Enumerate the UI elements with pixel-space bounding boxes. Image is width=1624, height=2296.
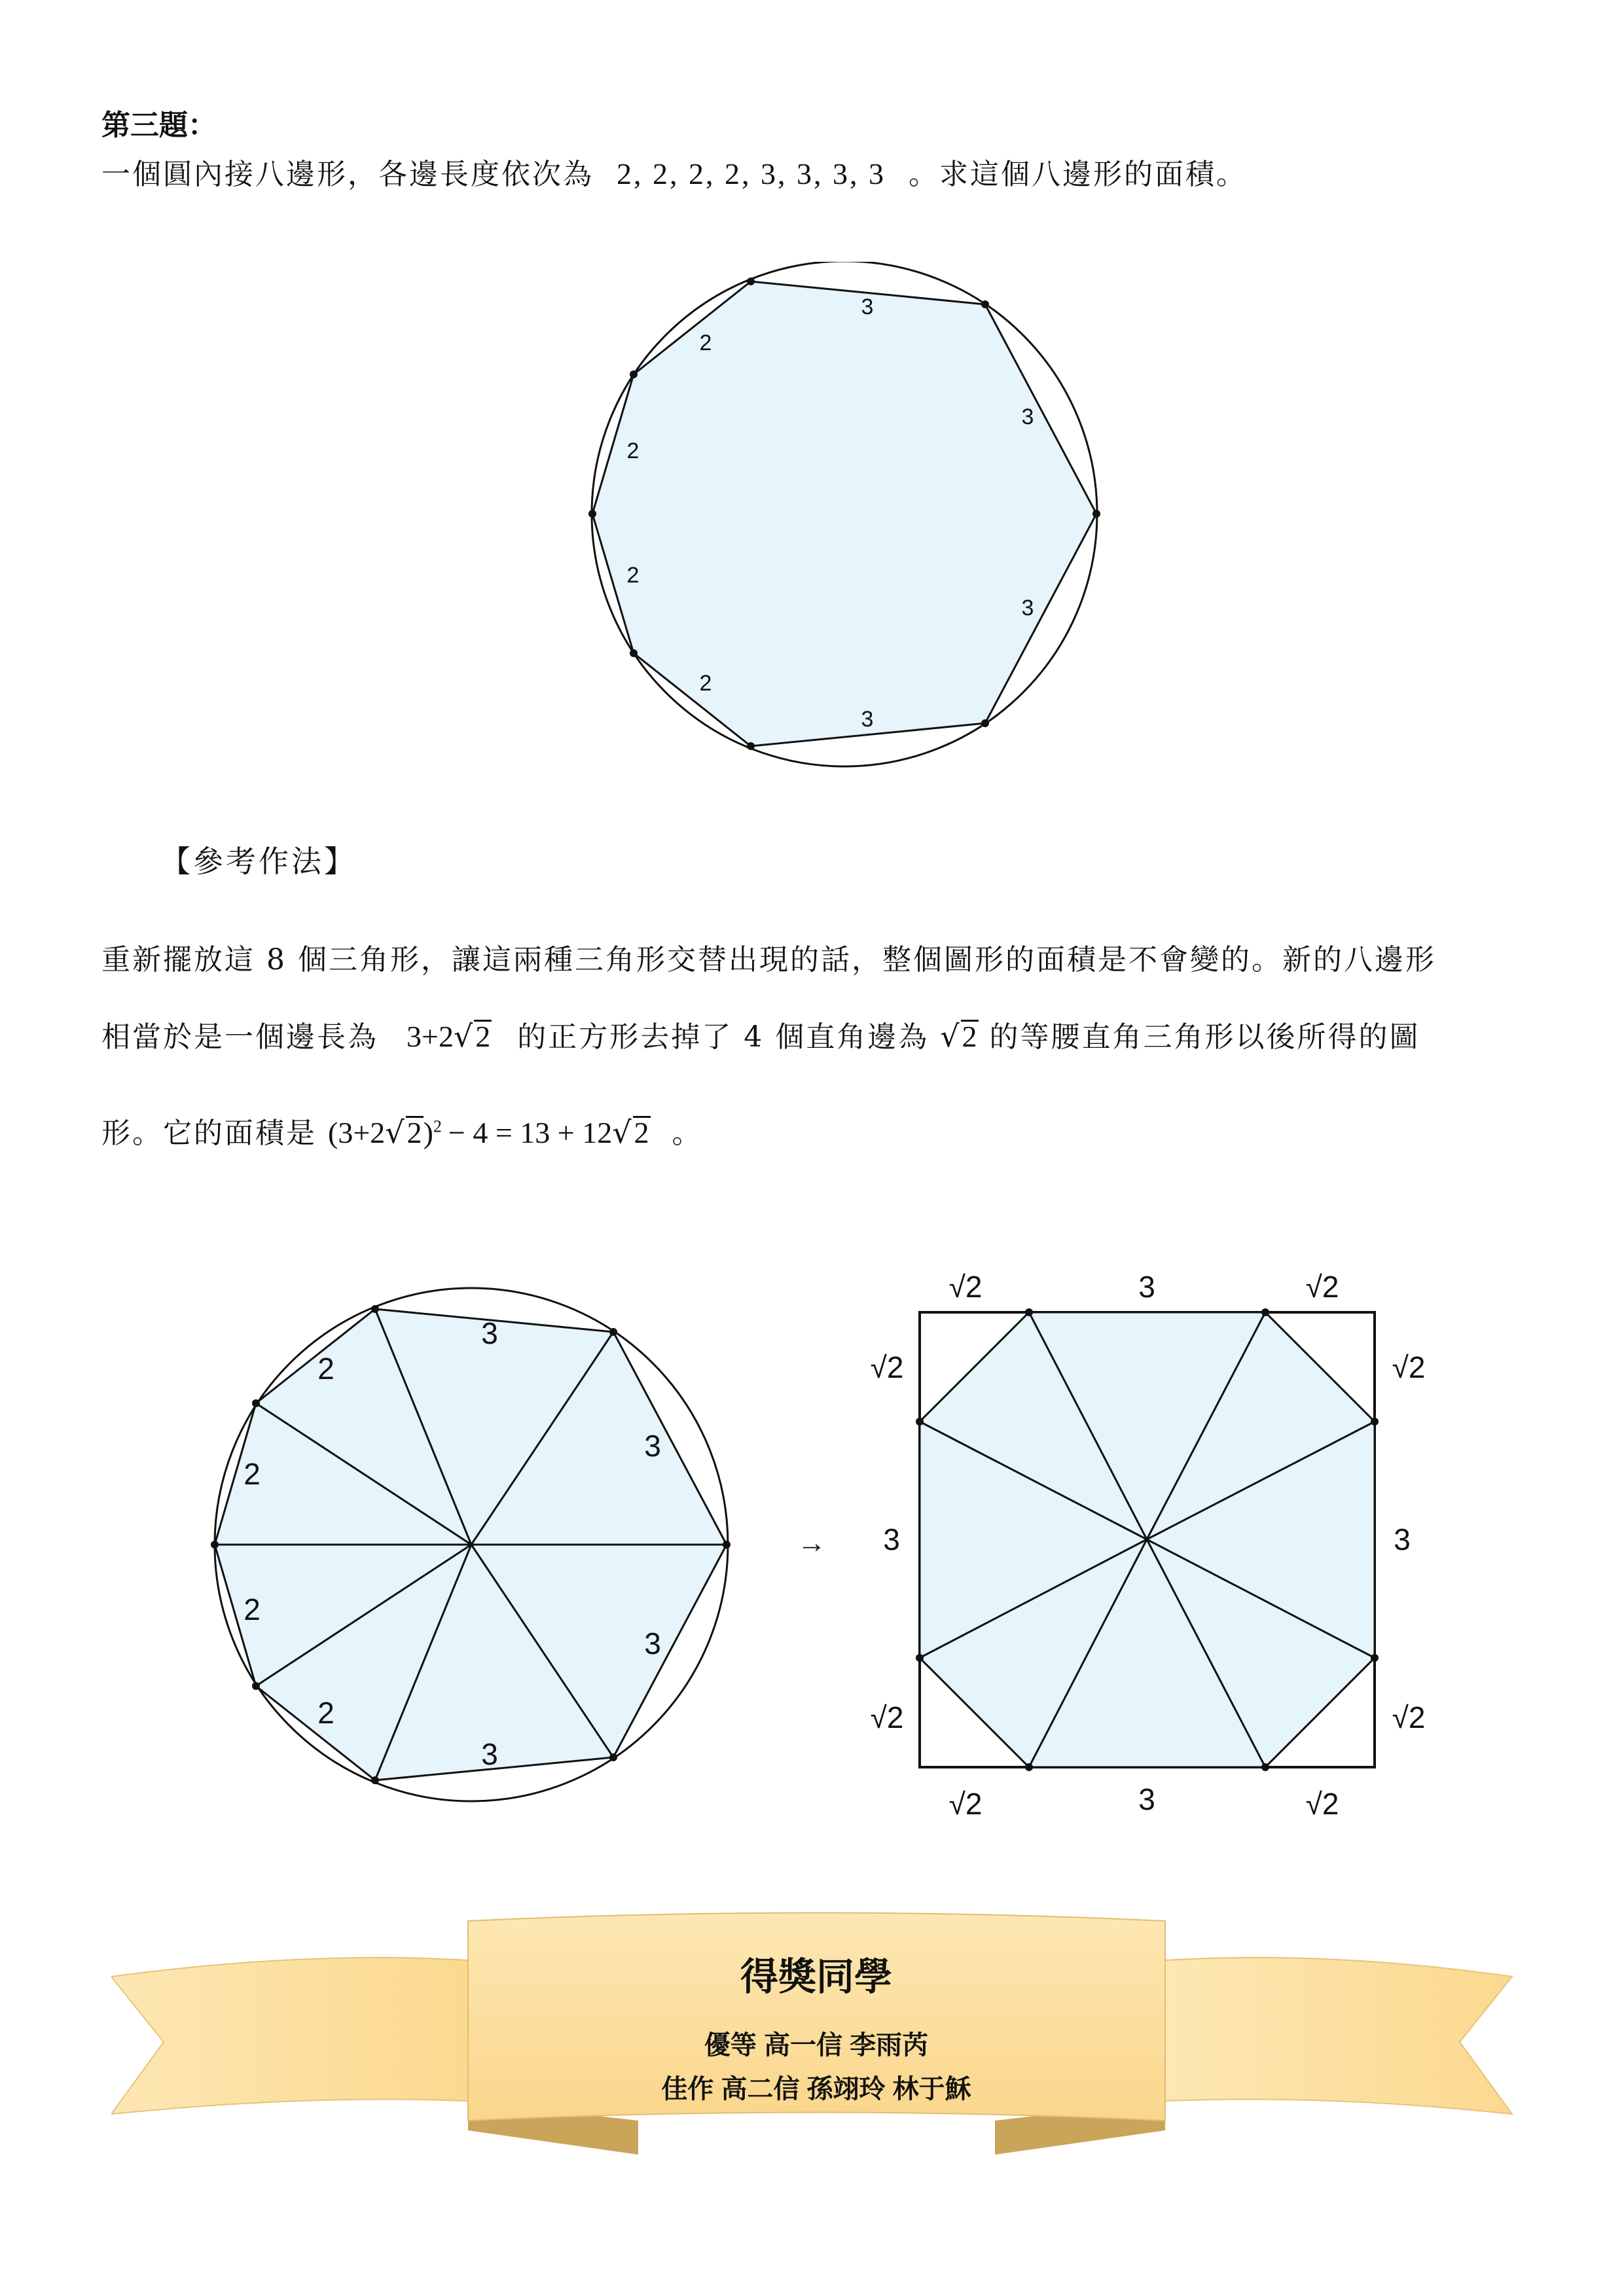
square-side-label: 3 <box>1394 1522 1411 1556</box>
vertex <box>371 1305 379 1313</box>
line2-pre: 相當於是一個邊長為 <box>101 1020 378 1054</box>
vertex <box>630 370 638 378</box>
vertex <box>211 1541 219 1549</box>
edge-label: 2 <box>626 563 640 588</box>
edge-label: 2 <box>317 1696 334 1730</box>
leg-label: √2 <box>948 1787 983 1821</box>
expr-part: − 4 = 13 + 12 <box>448 1116 613 1149</box>
vertex <box>588 510 596 518</box>
expr-part: ) <box>423 1116 433 1149</box>
edge-label: 3 <box>861 707 874 732</box>
radical-sign: √ <box>940 1018 960 1054</box>
vertex <box>723 1541 731 1549</box>
leg-label: √2 <box>1392 1350 1426 1384</box>
vertex <box>916 1654 924 1662</box>
line2-mid: 的正方形去掉了 4 個直角邊為 <box>517 1020 929 1054</box>
line3-pre: 形。它的面積是 <box>101 1117 317 1150</box>
award-first: 優等 高一信 李雨芮 <box>704 2031 929 2060</box>
edge-label: 2 <box>626 439 640 463</box>
expr-part: 3+2 <box>406 1020 454 1053</box>
vertex <box>981 719 989 727</box>
vertex <box>1025 1763 1033 1771</box>
edge-label: 3 <box>1021 404 1034 429</box>
edge-label: 3 <box>481 1316 498 1350</box>
leg-label: √2 <box>870 1700 904 1734</box>
area-expression <box>328 1116 651 1149</box>
ribbon-right-wing <box>1165 1958 1512 2114</box>
vertex <box>252 1682 260 1690</box>
vertex <box>747 742 755 750</box>
award-honorable: 佳作 高二信 孫翊玲 林于穌 <box>661 2075 971 2104</box>
vertex <box>747 278 755 285</box>
exponent: 2 <box>433 1117 442 1136</box>
vertex <box>1261 1308 1269 1316</box>
statement-post: 。求這個八邊形的面積。 <box>909 158 1247 191</box>
radicand: 2 <box>406 1116 422 1149</box>
solution-heading: 【參考作法】 <box>160 844 357 879</box>
vertex <box>1371 1654 1379 1662</box>
edge-label: 2 <box>699 671 712 696</box>
square-side-label: 3 <box>1138 1782 1155 1816</box>
square-side-label: 3 <box>1138 1270 1155 1304</box>
vertex <box>609 1328 617 1336</box>
radicand: 2 <box>962 1020 977 1053</box>
line2-post: 的等腰直角三角形以後所得的圖 <box>989 1020 1420 1054</box>
radicand: 2 <box>634 1116 649 1149</box>
edge-label: 2 <box>244 1457 261 1491</box>
side-lengths: 2, 2, 2, 2, 3, 3, 3, 3 <box>617 157 886 190</box>
solution-line-2 <box>101 1013 1420 1055</box>
solution-line-1: 重新擺放這 8 個三角形，讓這兩種三角形交替出現的話，整個圖形的面積是不會變的。新的八邊形 <box>101 943 1436 977</box>
leg-label: √2 <box>1305 1270 1339 1304</box>
arrow-icon: → <box>797 1527 826 1559</box>
vertex <box>916 1418 924 1426</box>
radical-sign: √ <box>385 1115 405 1150</box>
side-expression <box>406 1020 492 1053</box>
octagon-shape <box>592 281 1096 746</box>
radicand: 2 <box>475 1020 491 1053</box>
banner-title: 得獎同學 <box>740 1956 893 1998</box>
edge-label: 3 <box>481 1737 498 1771</box>
edge-label: 3 <box>1021 596 1034 620</box>
vertex <box>609 1753 617 1761</box>
vertex <box>630 649 638 657</box>
radical-sign: √ <box>612 1115 632 1150</box>
line3-post: 。 <box>672 1117 703 1150</box>
vertex <box>1025 1308 1033 1316</box>
vertex <box>1092 510 1100 518</box>
award-ribbon <box>111 1911 1525 2212</box>
leg-label: √2 <box>1305 1787 1339 1821</box>
edge-label: 2 <box>699 331 712 355</box>
edge-label: 2 <box>317 1352 334 1386</box>
edge-label: 2 <box>244 1592 261 1626</box>
vertex <box>252 1399 260 1407</box>
problem-title: 第三題： <box>101 109 217 142</box>
radical-sign: √ <box>453 1018 473 1054</box>
square-side-label: 3 <box>883 1522 900 1556</box>
ribbon-left-wing <box>111 1958 468 2114</box>
vertex <box>371 1776 379 1784</box>
octagon-figure <box>576 262 1113 785</box>
leg-expression <box>940 1020 978 1053</box>
leg-label: √2 <box>870 1350 904 1384</box>
leg-label: √2 <box>948 1270 983 1304</box>
edge-label: 3 <box>644 1429 661 1463</box>
vertex <box>981 300 989 308</box>
statement-pre: 一個圓內接八邊形，各邊長度依次為 <box>101 158 594 191</box>
vertex <box>1261 1763 1269 1771</box>
expr-part: (3+2 <box>328 1116 386 1149</box>
edge-label: 3 <box>861 295 874 319</box>
leg-label: √2 <box>1392 1700 1426 1734</box>
vertex <box>1371 1418 1379 1426</box>
rearrangement-figure <box>196 1257 1473 1846</box>
problem-statement <box>101 151 1247 192</box>
solution-line-3 <box>101 1109 703 1151</box>
edge-label: 3 <box>644 1626 661 1660</box>
